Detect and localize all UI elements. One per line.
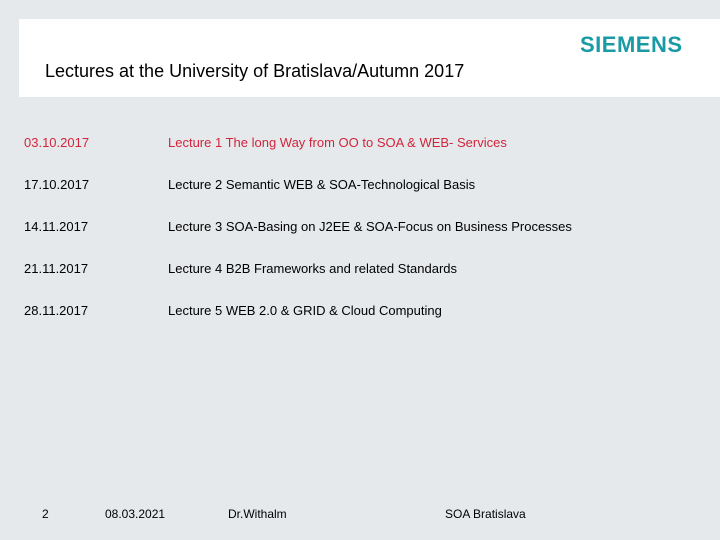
lecture-row — [0, 303, 720, 327]
lecture-title: Lecture 4 B2B Frameworks and related Standards — [168, 261, 458, 276]
footer-page-number: 2 — [42, 507, 49, 521]
footer-topic: SOA Bratislava — [445, 507, 526, 521]
lecture-row — [0, 261, 720, 285]
lecture-row — [0, 219, 720, 243]
lecture-title: Lecture 1 The long Way from OO to SOA & WEB- Services — [168, 135, 507, 150]
lecture-date: 14.11.2017 — [24, 219, 89, 234]
lecture-title: Lecture 3 SOA-Basing on J2EE & SOA-Focus on Business Processes — [168, 219, 572, 234]
lecture-row — [0, 135, 720, 159]
page-title: Lectures at the University of Bratislava/Autumn 2017 — [45, 61, 465, 81]
siemens-logo: SIEMENS — [580, 32, 683, 57]
lecture-title: Lecture 5 WEB 2.0 & GRID & Cloud Computing — [168, 303, 442, 318]
lecture-date: 17.10.2017 — [24, 177, 90, 192]
lecture-title: Lecture 2 Semantic WEB & SOA-Technological Basis — [168, 177, 476, 192]
footer-date: 08.03.2021 — [105, 507, 166, 521]
lecture-date: 21.11.2017 — [24, 261, 89, 276]
footer-author: Dr.Withalm — [228, 507, 287, 521]
header-box — [19, 19, 720, 97]
lecture-date: 28.11.2017 — [24, 303, 89, 318]
lecture-row — [0, 177, 720, 201]
lecture-date: 03.10.2017 — [24, 135, 90, 150]
